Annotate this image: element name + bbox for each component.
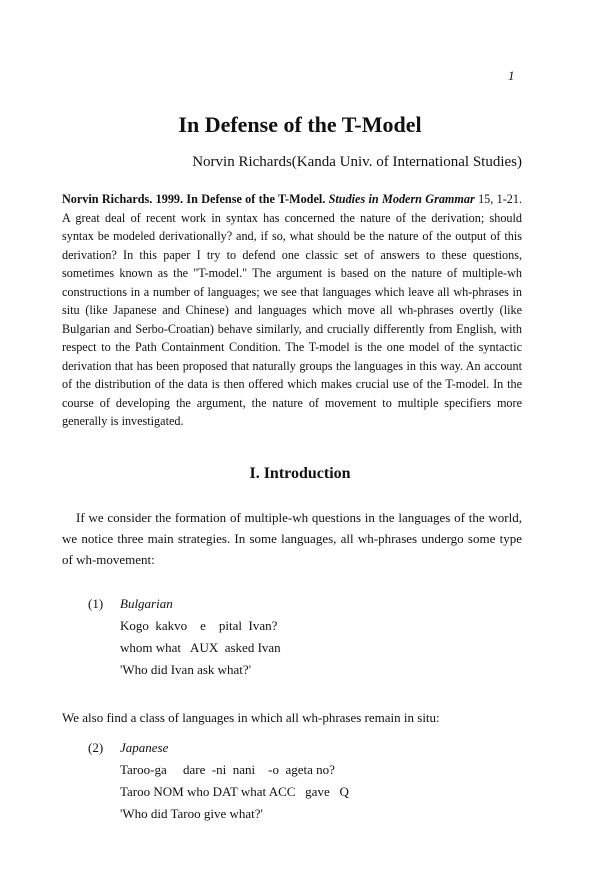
example-line-translation: 'Who did Ivan ask what?' <box>120 662 252 677</box>
example-number: (1) <box>88 596 104 611</box>
section-heading: I. Introduction <box>249 465 351 482</box>
author-affiliation: Norvin Richards(Kanda Univ. of International Studies) <box>192 154 522 170</box>
example-language: Japanese <box>120 740 169 755</box>
example-2 <box>88 737 349 825</box>
example-number: (2) <box>88 740 104 755</box>
example-language: Bulgarian <box>120 596 173 611</box>
example-1 <box>88 593 281 681</box>
example-line-gloss: whom what AUX asked Ivan <box>120 640 281 655</box>
volume-pages: 15, 1-21. <box>478 192 523 206</box>
intro-paragraph-2: We also find a class of languages in which all wh-phrases remain in situ: <box>62 710 440 725</box>
example-line-source: Taroo-ga dare -ni nani -o ageta no? <box>120 762 335 777</box>
page-number: 1 <box>508 68 515 83</box>
journal-name: Studies in Modern Grammar <box>328 192 475 206</box>
abstract-text: A great deal of recent work in syntax has concerned the nature of the derivation; should syntax be modeled derivationally? and, if so, what should be the nature of the output of this derivation? In this paper I try to defend one classic set of answers to these questions, sometimes known as the "T-model." The argument is based on the nature of multiple-wh constructions in a number of languages; we see that languages which leave all wh-phrases in situ (like Japanese and Chinese) and languages which move all wh-phrases overtly (like Bulgarian and Serbo-Croatian) behave similarly, and crucially differently from English, with respect to the Path Containment Condition. The T-model is the one model of the syntactic derivation that has been proposed that naturally groups the languages in this way. An account of the distribution of the data is then offered which makes crucial use of the T-model. In the course of developing the argument, the nature of movement to multiple specifiers more generally is investigated. <box>62 210 522 428</box>
citation-author: Norvin Richards. 1999. In Defense of the T-Model. <box>62 192 326 206</box>
paper-title: In Defense of the T-Model <box>178 112 422 137</box>
example-line-source: Kogo kakvo e pital Ivan? <box>120 618 278 633</box>
intro-paragraph-1: If we consider the formation of multiple-wh questions in the languages of the world, we notice three main strategies. In some languages, all wh-phrases undergo some type of wh-movement: <box>62 510 522 567</box>
abstract <box>62 190 522 431</box>
example-line-gloss: Taroo NOM who DAT what ACC gave Q <box>120 784 349 799</box>
example-line-translation: 'Who did Taroo give what?' <box>120 806 263 821</box>
